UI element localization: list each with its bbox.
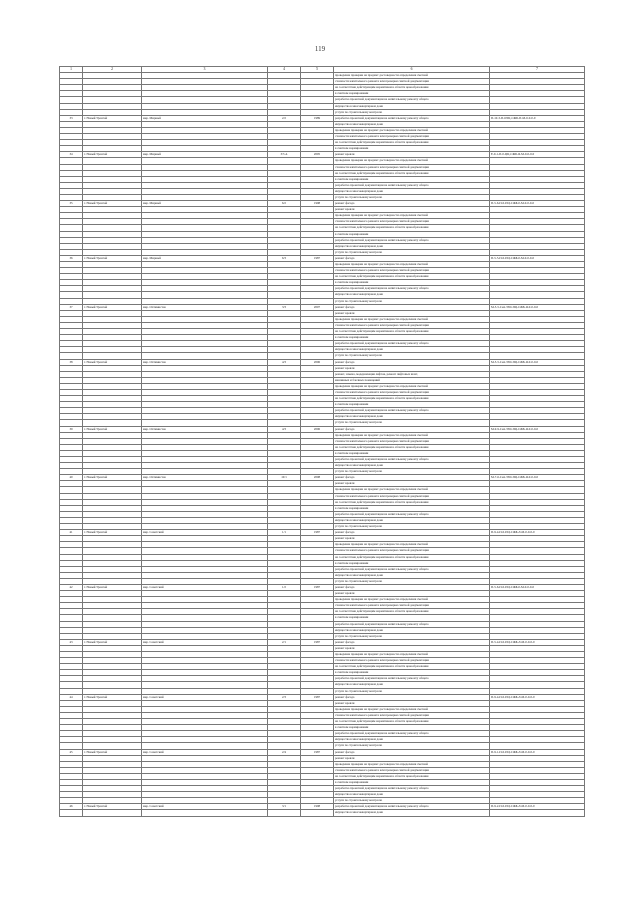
street-cell: мкр. Мирный bbox=[142, 255, 268, 261]
building-number-cell: 6/2 bbox=[268, 201, 301, 207]
work-type-cell: на соответствие действующим нормативам в области ценообразования bbox=[334, 719, 490, 725]
column-number: 1 bbox=[60, 67, 83, 73]
building-number-cell: 4/3 bbox=[268, 426, 301, 432]
street-cell: мкр. Мирный bbox=[142, 201, 268, 207]
work-type-cell: стоимости капитального ремонта или проверки сметной документации bbox=[334, 164, 490, 170]
work-type-cell: машинных и блочных помещений bbox=[334, 377, 490, 383]
work-type-cell: стоимости капитального ремонта или проверки сметной документации bbox=[334, 322, 490, 328]
work-type-cell: ремонт кровли bbox=[334, 310, 490, 316]
work-type-cell: ремонт фасада bbox=[334, 530, 490, 536]
work-type-cell: ремонт кровли bbox=[334, 207, 490, 213]
building-number-cell: 4/3 bbox=[268, 359, 301, 365]
work-type-cell: имущества в многоквартирном доме bbox=[334, 792, 490, 798]
work-type-cell: услуги по строительному контролю bbox=[334, 420, 490, 426]
house-number-cell bbox=[60, 810, 83, 816]
work-type-cell: разработка проектной документации на капитальному ремонту общего bbox=[334, 115, 490, 121]
work-type-cell: стоимости капитального ремонта или проверки сметной документации bbox=[334, 493, 490, 499]
column-number: 2 bbox=[83, 67, 142, 73]
work-type-cell: проведение проверки на предмет достоверности определения сметной bbox=[334, 316, 490, 322]
house-code-cell bbox=[490, 810, 585, 816]
work-type-cell: в сметном нормировании bbox=[334, 280, 490, 286]
work-type-cell: разработка проектной документации на капитальному ремонту общего bbox=[334, 566, 490, 572]
street-cell: мкр. Советский bbox=[142, 530, 268, 536]
page-number: 119 bbox=[314, 45, 326, 53]
work-type-cell: в сметном нормировании bbox=[334, 402, 490, 408]
work-type-cell: стоимости капитального ремонта или проверки сметной документации bbox=[334, 134, 490, 140]
work-type-cell: проведение проверки на предмет достоверности определения сметной bbox=[334, 127, 490, 133]
work-type-cell: ремонт кровли bbox=[334, 755, 490, 761]
building-number-cell bbox=[268, 810, 301, 816]
street-cell: мкр. Оптимистов bbox=[142, 304, 268, 310]
work-type-cell: разработка проектной документации на капитальному ремонту общего bbox=[334, 408, 490, 414]
work-type-cell: проведение проверки на предмет достоверности определения сметной bbox=[334, 383, 490, 389]
work-type-cell: на соответствие действующим нормативам в области ценообразования bbox=[334, 274, 490, 280]
work-type-cell: имущества в многоквартирном доме bbox=[334, 347, 490, 353]
work-type-cell: разработка проектной документации на капитальному ремонту общего bbox=[334, 511, 490, 517]
work-type-cell: разработка проектной документации на капитальному ремонту общего bbox=[334, 676, 490, 682]
house-number-cell: 34 bbox=[60, 152, 83, 158]
work-type-cell: на соответствие действующим нормативам в области ценообразования bbox=[334, 554, 490, 560]
work-type-cell: в сметном нормировании bbox=[334, 335, 490, 341]
street-cell: мкр. Мирный bbox=[142, 152, 268, 158]
house-code-cell: П-9-2-П-0-ПЦ-СЖБ-Л-М-0-0-0-0 bbox=[490, 804, 585, 810]
work-type-cell: имущества в многоквартирном доме bbox=[334, 121, 490, 127]
house-code-cell: П-5-4-П-0-ПЦ-СЖБ-Л-М-0-0-0-0 bbox=[490, 639, 585, 645]
work-type-cell: в сметном нормировании bbox=[334, 91, 490, 97]
work-type-cell: на соответствие действующим нормативам в области ценообразования bbox=[334, 225, 490, 231]
year-cell bbox=[301, 810, 334, 816]
column-number: 7 bbox=[490, 67, 585, 73]
house-number-cell: 37 bbox=[60, 304, 83, 310]
city-cell: г. Новый Уренгой bbox=[83, 804, 142, 810]
work-type-cell: ремонт фасада bbox=[334, 639, 490, 645]
column-number: 5 bbox=[301, 67, 334, 73]
year-cell: 1998 bbox=[301, 201, 334, 207]
work-type-cell: на соответствие действующим нормативам в области ценообразования bbox=[334, 664, 490, 670]
work-type-cell: в сметном нормировании bbox=[334, 505, 490, 511]
house-number-cell: 41 bbox=[60, 530, 83, 536]
city-cell: г. Новый Уренгой bbox=[83, 530, 142, 536]
work-type-cell: в сметном нормировании bbox=[334, 615, 490, 621]
work-type-cell: услуги по строительному контролю bbox=[334, 109, 490, 115]
work-type-cell: ремонт фасада bbox=[334, 694, 490, 700]
work-type-cell: услуги по строительному контролю bbox=[334, 743, 490, 749]
work-type-cell: имущества в многоквартирном доме bbox=[334, 810, 490, 816]
work-type-cell: имущества в многоквартирном доме bbox=[334, 103, 490, 109]
work-type-cell: на соответствие действующим нормативам в области ценообразования bbox=[334, 140, 490, 146]
work-type-cell: на соответствие действующим нормативам в области ценообразования bbox=[334, 329, 490, 335]
work-type-cell: стоимости капитального ремонта или проверки сметной документации bbox=[334, 548, 490, 554]
work-type-cell: имущества в многоквартирном доме bbox=[334, 627, 490, 633]
work-type-cell: на соответствие действующим нормативам в области ценообразования bbox=[334, 499, 490, 505]
street-cell: мкр. Советский bbox=[142, 584, 268, 590]
year-cell: 2007 bbox=[301, 304, 334, 310]
building-number-cell: 2/1 bbox=[268, 639, 301, 645]
work-type-cell: услуги по строительному контролю bbox=[334, 798, 490, 804]
city-cell: г. Новый Уренгой bbox=[83, 152, 142, 158]
work-type-cell: ремонт, замена, модернизация лифтов, ремонт лифтовых шахт, bbox=[334, 371, 490, 377]
building-number-cell: 2/2 bbox=[268, 115, 301, 121]
table-body bbox=[60, 67, 585, 817]
city-cell: г. Новый Уренгой bbox=[83, 475, 142, 481]
city-cell: г. Новый Уренгой bbox=[83, 426, 142, 432]
street-cell: мкр. Оптимистов bbox=[142, 426, 268, 432]
house-code-cell: П-5-6-П-0-ПЦ-СЖБ-0-М-0-0-0-0 bbox=[490, 201, 585, 207]
work-type-cell: проведение проверки на предмет достоверности определения сметной bbox=[334, 158, 490, 164]
city-cell: г. Новый Уренгой bbox=[83, 639, 142, 645]
work-type-cell: услуги по строительному контролю bbox=[334, 633, 490, 639]
work-type-cell: имущества в многоквартирном доме bbox=[334, 292, 490, 298]
work-type-cell: проведение проверки на предмет достоверности определения сметной bbox=[334, 432, 490, 438]
repair-register-table bbox=[59, 66, 585, 817]
city-cell: г. Новый Уренгой bbox=[83, 201, 142, 207]
work-type-cell: ремонт фасада bbox=[334, 584, 490, 590]
work-type-cell: в сметном нормировании bbox=[334, 231, 490, 237]
year-cell: 1998 bbox=[301, 804, 334, 810]
house-number-cell: 33 bbox=[60, 115, 83, 121]
house-code-cell: М-7-6-Сил-УШ-ПЦ-СЖБ-Я-0-0-0-0 bbox=[490, 475, 585, 481]
work-type-cell: проведение проверки на предмет достоверности определения сметной bbox=[334, 487, 490, 493]
column-number: 6 bbox=[334, 67, 490, 73]
work-type-cell: разработка проектной документации на капитальному ремонту общего bbox=[334, 341, 490, 347]
house-number-cell: 40 bbox=[60, 475, 83, 481]
street-cell: мкр. Советский bbox=[142, 804, 268, 810]
work-type-cell: стоимости капитального ремонта или проверки сметной документации bbox=[334, 79, 490, 85]
work-type-cell: на соответствие действующим нормативам в области ценообразования bbox=[334, 85, 490, 91]
work-type-cell: стоимости капитального ремонта или проверки сметной документации bbox=[334, 268, 490, 274]
work-type-cell: проведение проверки на предмет достоверности определения сметной bbox=[334, 597, 490, 603]
building-number-cell: 1/1 bbox=[268, 530, 301, 536]
work-type-cell: услуги по строительному контролю bbox=[334, 353, 490, 359]
house-number-cell: 42 bbox=[60, 584, 83, 590]
work-type-cell: проведение проверки на предмет достоверности определения сметной bbox=[334, 761, 490, 767]
year-cell: 1989 bbox=[301, 115, 334, 121]
work-type-cell: на соответствие действующим нормативам в области ценообразования bbox=[334, 609, 490, 615]
city-cell: г. Новый Уренгой bbox=[83, 694, 142, 700]
work-type-cell: разработка проектной документации на капитальному ремонту общего bbox=[334, 97, 490, 103]
work-type-cell: разработка проектной документации на капитальному ремонту общего bbox=[334, 804, 490, 810]
street-cell: мкр. Советский bbox=[142, 694, 268, 700]
work-type-cell: разработка проектной документации на капитальному ремонту общего bbox=[334, 786, 490, 792]
street-cell bbox=[142, 810, 268, 816]
work-type-cell: на соответствие действующим нормативам в области ценообразования bbox=[334, 170, 490, 176]
house-number-cell: 44 bbox=[60, 694, 83, 700]
year-cell: 1987 bbox=[301, 530, 334, 536]
year-cell: 2005 bbox=[301, 152, 334, 158]
house-code-cell: П-9-4-П-0-ПЦ-СЖБ-Л-М-0-0-0-0 bbox=[490, 694, 585, 700]
work-type-cell: проведение проверки на предмет достоверности определения сметной bbox=[334, 213, 490, 219]
house-number-cell: 46 bbox=[60, 804, 83, 810]
work-type-cell: проведение проверки на предмет достоверности определения сметной bbox=[334, 706, 490, 712]
work-type-cell: услуги по строительному контролю bbox=[334, 249, 490, 255]
street-cell: мкр. Оптимистов bbox=[142, 359, 268, 365]
work-type-cell: в сметном нормировании bbox=[334, 670, 490, 676]
year-cell: 2006 bbox=[301, 426, 334, 432]
building-number-cell: 3/1 bbox=[268, 804, 301, 810]
work-type-cell: проведение проверки на предмет достоверности определения сметной bbox=[334, 262, 490, 268]
work-type-cell: услуги по строительному контролю bbox=[334, 524, 490, 530]
house-code-cell: М-5-5-Сил-УШ-ПЦ-СЖБ-Я-0-0-0-0 bbox=[490, 304, 585, 310]
table-row bbox=[60, 810, 585, 816]
work-type-cell: разработка проектной документации на капитальному ремонту общего bbox=[334, 286, 490, 292]
work-type-cell: стоимости капитального ремонта или проверки сметной документации bbox=[334, 389, 490, 395]
work-type-cell: ремонт кровли bbox=[334, 481, 490, 487]
year-cell: 2008 bbox=[301, 475, 334, 481]
work-type-cell: стоимости капитального ремонта или проверки сметной документации bbox=[334, 767, 490, 773]
house-code-cell: П-10-3-П-0/0Ц-СЖБ-П-М-0-0-0-0 bbox=[490, 115, 585, 121]
city-cell: г. Новый Уренгой bbox=[83, 255, 142, 261]
work-type-cell: проведение проверки на предмет достоверности определения сметной bbox=[334, 542, 490, 548]
work-type-cell: услуги по строительному контролю bbox=[334, 469, 490, 475]
work-type-cell: ремонт кровли bbox=[334, 591, 490, 597]
building-number-cell: 3/3 bbox=[268, 304, 301, 310]
work-type-cell: разработка проектной документации на капитальному ремонту общего bbox=[334, 731, 490, 737]
work-type-cell: ремонт кровли bbox=[334, 152, 490, 158]
house-code-cell: М-5-5-Сил-УШ-ПЦ-СЖБ-Я-0-0-0-0 bbox=[490, 359, 585, 365]
work-type-cell: имущества в многоквартирном доме bbox=[334, 414, 490, 420]
street-cell: мкр. Мирный bbox=[142, 115, 268, 121]
work-type-cell: ремонт кровли bbox=[334, 365, 490, 371]
work-type-cell: ремонт фасада bbox=[334, 475, 490, 481]
work-type-cell: ремонт кровли bbox=[334, 700, 490, 706]
house-number-cell: 35 bbox=[60, 201, 83, 207]
work-type-cell: в сметном нормировании bbox=[334, 146, 490, 152]
work-type-cell: ремонт фасада bbox=[334, 255, 490, 261]
house-number-cell: 36 bbox=[60, 255, 83, 261]
work-type-cell: услуги по строительному контролю bbox=[334, 194, 490, 200]
house-code-cell: П-5-6-П-0-ПЦ-СЖБ-0-М-0-0-0-0 bbox=[490, 584, 585, 590]
building-number-cell: 2/3 bbox=[268, 694, 301, 700]
city-cell bbox=[83, 810, 142, 816]
year-cell: 1987 bbox=[301, 749, 334, 755]
column-number: 3 bbox=[142, 67, 268, 73]
work-type-cell: имущества в многоквартирном доме bbox=[334, 572, 490, 578]
work-type-cell: стоимости капитального ремонта или проверки сметной документации bbox=[334, 438, 490, 444]
year-cell: 1987 bbox=[301, 255, 334, 261]
work-type-cell: имущества в многоквартирном доме bbox=[334, 737, 490, 743]
work-type-cell: в сметном нормировании bbox=[334, 779, 490, 785]
work-type-cell: услуги по строительному контролю bbox=[334, 298, 490, 304]
work-type-cell: ремонт фасада bbox=[334, 426, 490, 432]
work-type-cell: имущества в многоквартирном доме bbox=[334, 243, 490, 249]
work-type-cell: на соответствие действующим нормативам в области ценообразования bbox=[334, 396, 490, 402]
street-cell: мкр. Оптимистов bbox=[142, 475, 268, 481]
house-code-cell: П-5-5-П-0-ПЦ-СЖБ-0-М-0-0-0-0 bbox=[490, 255, 585, 261]
work-type-cell: разработка проектной документации на капитальному ремонту общего bbox=[334, 621, 490, 627]
work-type-cell: в сметном нормировании bbox=[334, 176, 490, 182]
work-type-cell: имущества в многоквартирном доме bbox=[334, 517, 490, 523]
building-number-cell: 6/3 bbox=[268, 255, 301, 261]
house-number-cell: 38 bbox=[60, 359, 83, 365]
year-cell: 1987 bbox=[301, 639, 334, 645]
work-type-cell: в сметном нормировании bbox=[334, 560, 490, 566]
house-code-cell: М-9-9-Сил-УШ-ПЦ-СЖБ-Я-0-0-0-0 bbox=[490, 426, 585, 432]
city-cell: г. Новый Уренгой bbox=[83, 749, 142, 755]
work-type-cell: разработка проектной документации на капитальному ремонту общего bbox=[334, 182, 490, 188]
work-type-cell: ремонт фасада bbox=[334, 304, 490, 310]
house-code-cell: П-9-1-П-0-ПЦ-СЖБ-Л-М-0-0-0-0 bbox=[490, 749, 585, 755]
work-type-cell: на соответствие действующим нормативам в области ценообразования bbox=[334, 773, 490, 779]
column-number: 4 bbox=[268, 67, 301, 73]
work-type-cell: в сметном нормировании bbox=[334, 450, 490, 456]
work-type-cell: стоимости капитального ремонта или проверки сметной документации bbox=[334, 712, 490, 718]
house-number-cell: 45 bbox=[60, 749, 83, 755]
building-number-cell: 10/1 bbox=[268, 475, 301, 481]
house-code-cell: П-9-4-П-0-ПЦ-СЖБ-Л-М-0-0-0-0 bbox=[490, 530, 585, 536]
house-number-cell: 39 bbox=[60, 426, 83, 432]
year-cell: 2006 bbox=[301, 359, 334, 365]
work-type-cell: ремонт кровли bbox=[334, 645, 490, 651]
work-type-cell: стоимости капитального ремонта или проверки сметной документации bbox=[334, 603, 490, 609]
work-type-cell: имущества в многоквартирном доме bbox=[334, 463, 490, 469]
house-code-cell: Е-9-1-П-0-ЦЦ-СЖБ-Я-М-0-0-0-0 bbox=[490, 152, 585, 158]
building-number-cell: 2/4 bbox=[268, 749, 301, 755]
work-type-cell: услуги по строительному контролю bbox=[334, 688, 490, 694]
work-type-cell: разработка проектной документации на капитальному ремонту общего bbox=[334, 237, 490, 243]
work-type-cell: стоимости капитального ремонта или проверки сметной документации bbox=[334, 658, 490, 664]
street-cell: мкр. Советский bbox=[142, 639, 268, 645]
city-cell: г. Новый Уренгой bbox=[83, 584, 142, 590]
city-cell: г. Новый Уренгой bbox=[83, 359, 142, 365]
work-type-cell: разработка проектной документации на капитальному ремонту общего bbox=[334, 457, 490, 463]
street-cell: мкр. Советский bbox=[142, 749, 268, 755]
work-type-cell: услуги по строительному контролю bbox=[334, 578, 490, 584]
work-type-cell: ремонт фасада bbox=[334, 359, 490, 365]
year-cell: 1987 bbox=[301, 584, 334, 590]
work-type-cell: проведение проверки на предмет достоверности определения сметной bbox=[334, 73, 490, 79]
building-number-cell: 3/3 А bbox=[268, 152, 301, 158]
year-cell: 1987 bbox=[301, 694, 334, 700]
building-number-cell: 1/2 bbox=[268, 584, 301, 590]
work-type-cell: в сметном нормировании bbox=[334, 725, 490, 731]
work-type-cell: на соответствие действующим нормативам в области ценообразования bbox=[334, 444, 490, 450]
work-type-cell: имущества в многоквартирном доме bbox=[334, 682, 490, 688]
work-type-cell: стоимости капитального ремонта или проверки сметной документации bbox=[334, 219, 490, 225]
house-number-cell: 43 bbox=[60, 639, 83, 645]
city-cell: г. Новый Уренгой bbox=[83, 304, 142, 310]
work-type-cell: ремонт фасада bbox=[334, 749, 490, 755]
work-type-cell: проведение проверки на предмет достоверности определения сметной bbox=[334, 652, 490, 658]
city-cell: г. Новый Уренгой bbox=[83, 115, 142, 121]
work-type-cell: ремонт кровли bbox=[334, 536, 490, 542]
work-type-cell: имущества в многоквартирном доме bbox=[334, 188, 490, 194]
work-type-cell: ремонт фасада bbox=[334, 201, 490, 207]
